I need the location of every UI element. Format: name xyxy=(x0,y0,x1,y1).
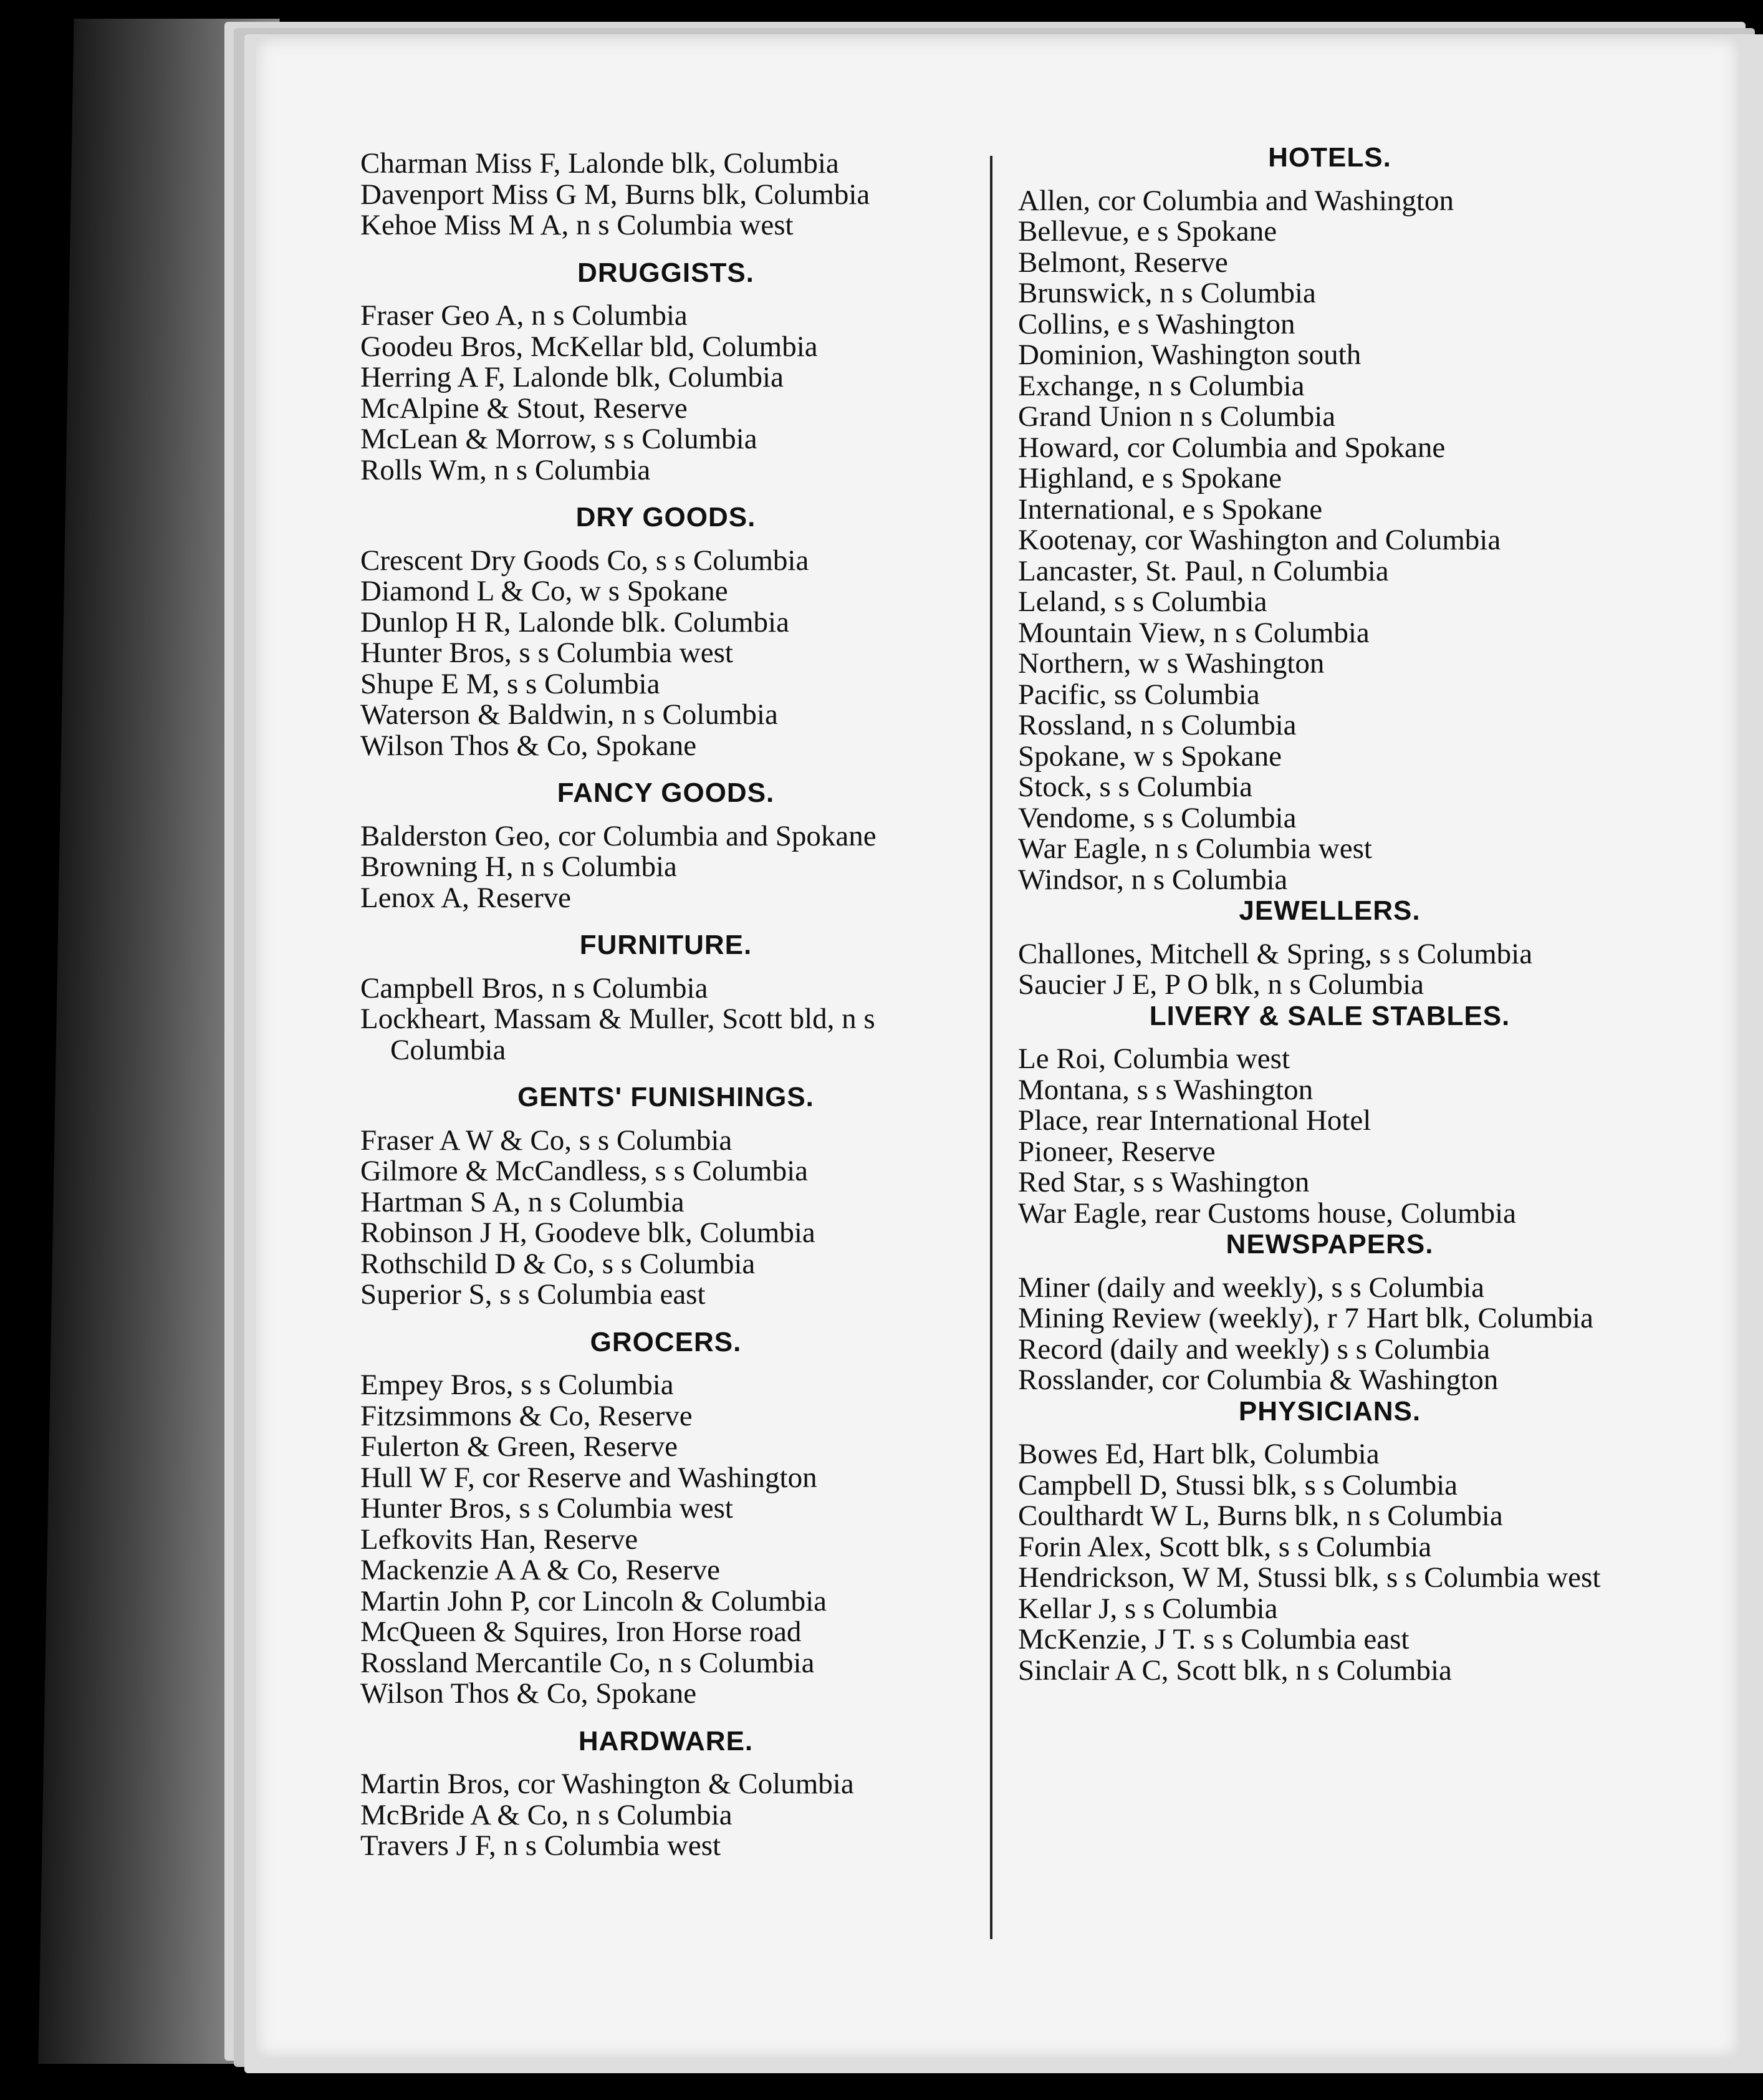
list-item: Grand Union n s Columbia xyxy=(1018,400,1336,433)
right-column xyxy=(1018,142,1641,1686)
list-item: Belmont, Reserve xyxy=(1018,246,1228,279)
list-item: Forin Alex, Scott blk, s s Columbia xyxy=(1018,1530,1432,1563)
list-item: Empey Bros, s s Columbia xyxy=(360,1369,674,1401)
list-item: Mountain View, n s Columbia xyxy=(1018,616,1370,649)
list-item: Rolls Wm, n s Columbia xyxy=(360,453,651,486)
list-item: Browning H, n s Columbia xyxy=(360,850,677,883)
list-item: Goodeu Bros, McKellar bld, Columbia xyxy=(360,330,818,363)
list-item: Spokane, w s Spokane xyxy=(1018,739,1282,773)
section-dry-goods xyxy=(360,502,971,761)
list-item: Vendome, s s Columbia xyxy=(1018,801,1297,834)
list-item: Montana, s s Washington xyxy=(1018,1073,1314,1106)
section-heading: HOTELS. xyxy=(1268,142,1391,173)
list-item: McQueen & Squires, Iron Horse road xyxy=(360,1616,802,1648)
list-item: Stock, s s Columbia xyxy=(1018,771,1253,803)
list-item: Fitzsimmons & Co, Reserve xyxy=(360,1399,693,1432)
list-item: War Eagle, rear Customs house, Columbia xyxy=(1018,1197,1516,1230)
list-item: Martin John P, cor Lincoln & Columbia xyxy=(360,1584,827,1617)
list-item: International, e s Spokane xyxy=(1018,493,1323,526)
list-item: Herring A F, Lalonde blk, Columbia xyxy=(360,361,784,393)
section-heading: GENTS' FUNISHINGS. xyxy=(517,1082,814,1112)
list-item: Hull W F, cor Reserve and Washington xyxy=(360,1461,817,1494)
section-druggists xyxy=(360,258,971,486)
section-heading: FURNITURE. xyxy=(579,930,752,960)
list-item: Kootenay, cor Washington and Columbia xyxy=(1018,524,1501,556)
list-item: Rossland Mercantile Co, n s Columbia xyxy=(360,1646,815,1679)
list-item: Bowes Ed, Hart blk, Columbia xyxy=(1018,1438,1380,1470)
section-heading: HARDWARE. xyxy=(578,1725,754,1756)
list-item: Crescent Dry Goods Co, s s Columbia xyxy=(360,544,809,577)
list-item: Kellar J, s s Columbia xyxy=(1018,1592,1278,1625)
list-item: Bellevue, e s Spokane xyxy=(1018,215,1277,248)
section-hardware xyxy=(360,1726,971,1862)
list-item: Kehoe Miss M A, n s Columbia west xyxy=(360,209,794,241)
list-item: Rosslander, cor Columbia & Washington xyxy=(1018,1364,1499,1396)
list-item: Martin Bros, cor Washington & Columbia xyxy=(360,1768,854,1800)
list-item: Miner (daily and weekly), s s Columbia xyxy=(1018,1271,1484,1304)
list-item: Dunlop H R, Lalonde blk. Columbia xyxy=(360,605,789,638)
list-item: McLean & Morrow, s s Columbia xyxy=(360,423,757,455)
list-item: Hunter Bros, s s Columbia west xyxy=(360,1492,733,1524)
list-item: Highland, e s Spokane xyxy=(1018,462,1282,494)
list-item: Sinclair A C, Scott blk, n s Columbia xyxy=(1018,1654,1452,1687)
list-item: Diamond L & Co, w s Spokane xyxy=(360,575,728,607)
section-heading: FANCY GOODS. xyxy=(557,778,775,808)
list-item: Shupe E M, s s Columbia xyxy=(360,667,660,700)
list-item: Coulthardt W L, Burns blk, n s Columbia xyxy=(1018,1500,1503,1532)
section-heading: DRUGGISTS. xyxy=(577,257,754,288)
section-physicians xyxy=(1018,1396,1641,1687)
list-item: Wilson Thos & Co, Spokane xyxy=(360,1677,697,1710)
list-item: Mackenzie A A & Co, Reserve xyxy=(360,1554,720,1586)
list-item: Pioneer, Reserve xyxy=(1018,1135,1216,1168)
list-item: McBride A & Co, n s Columbia xyxy=(360,1798,733,1831)
list-item: Fulerton & Green, Reserve xyxy=(360,1430,678,1463)
list-item: Red Star, s s Washington xyxy=(1018,1166,1310,1198)
list-item: Campbell Bros, n s Columbia xyxy=(360,971,708,1004)
section-gents-furnishings xyxy=(360,1082,971,1311)
list-item: Gilmore & McCandless, s s Columbia xyxy=(360,1155,809,1187)
list-item: Superior S, s s Columbia east xyxy=(360,1278,706,1311)
section-hotels xyxy=(1018,142,1641,895)
list-item: Record (daily and weekly) s s Columbia xyxy=(1018,1332,1491,1365)
list-item: Fraser Geo A, n s Columbia xyxy=(360,299,688,332)
section-heading: JEWELLERS. xyxy=(1239,895,1421,926)
section-heading: NEWSPAPERS. xyxy=(1226,1229,1434,1260)
list-item: Northern, w s Washington xyxy=(1018,647,1325,680)
section-livery-stables xyxy=(1018,1001,1641,1230)
list-item: Mining Review (weekly), r 7 Hart blk, Columbia xyxy=(1018,1302,1593,1334)
list-item: Hartman S A, n s Columbia xyxy=(360,1185,685,1218)
list-item: Balderston Geo, cor Columbia and Spokane xyxy=(360,819,877,852)
section-heading: DRY GOODS. xyxy=(575,502,756,532)
list-item: Dominion, Washington south xyxy=(1018,339,1362,371)
list-item: Saucier J E, P O blk, n s Columbia xyxy=(1018,968,1424,1001)
section-heading: LIVERY & SALE STABLES. xyxy=(1149,1000,1511,1031)
section-fancy-goods xyxy=(360,778,971,913)
list-item: Waterson & Baldwin, n s Columbia xyxy=(360,698,778,731)
section-grocers xyxy=(360,1327,971,1710)
list-item: Hunter Bros, s s Columbia west xyxy=(360,637,733,669)
section-newspapers xyxy=(1018,1229,1641,1396)
section-jewellers xyxy=(1018,895,1641,1001)
list-item: Davenport Miss G M, Burns blk, Columbia xyxy=(360,178,870,211)
list-item: Rothschild D & Co, s s Columbia xyxy=(360,1247,756,1280)
list-item: Challones, Mitchell & Spring, s s Columbia xyxy=(1018,937,1533,970)
list-item: Place, rear International Hotel xyxy=(1018,1104,1371,1137)
list-item: Rossland, n s Columbia xyxy=(1018,709,1297,741)
list-item: Leland, s s Columbia xyxy=(1018,585,1267,618)
list-item: Lefkovits Han, Reserve xyxy=(360,1523,638,1556)
list-item: Windsor, n s Columbia xyxy=(1018,863,1288,896)
list-item: Lockheart, Massam & Muller, Scott bld, n s Columbia xyxy=(360,1003,875,1066)
list-item: Travers J F, n s Columbia west xyxy=(360,1829,721,1862)
left-column xyxy=(360,148,971,1862)
list-item: War Eagle, n s Columbia west xyxy=(1018,832,1372,865)
list-item: McAlpine & Stout, Reserve xyxy=(360,392,688,425)
list-item: Pacific, ss Columbia xyxy=(1018,678,1260,711)
list-item: Robinson J H, Goodeve blk, Columbia xyxy=(360,1216,815,1249)
intro-entries xyxy=(360,148,971,241)
section-heading: PHYSICIANS. xyxy=(1238,1395,1421,1427)
list-item: Lenox A, Reserve xyxy=(360,881,572,914)
list-item: Allen, cor Columbia and Washington xyxy=(1018,184,1454,217)
list-item: Brunswick, n s Columbia xyxy=(1018,277,1316,309)
list-item: McKenzie, J T. s s Columbia east xyxy=(1018,1623,1410,1655)
list-item: Lancaster, St. Paul, n Columbia xyxy=(1018,554,1389,587)
list-item: Wilson Thos & Co, Spokane xyxy=(360,729,697,762)
list-item: Exchange, n s Columbia xyxy=(1018,369,1305,402)
section-heading: GROCERS. xyxy=(590,1326,742,1357)
list-item: Fraser A W & Co, s s Columbia xyxy=(360,1124,733,1157)
list-item: Hendrickson, W M, Stussi blk, s s Columbia west xyxy=(1018,1561,1601,1594)
list-item: Campbell D, Stussi blk, s s Columbia xyxy=(1018,1468,1458,1501)
list-item: Collins, e s Washington xyxy=(1018,307,1295,340)
list-item: Le Roi, Columbia west xyxy=(1018,1043,1290,1075)
section-furniture xyxy=(360,930,971,1066)
list-item: Howard, cor Columbia and Spokane xyxy=(1018,431,1446,464)
list-item: Charman Miss F, Lalonde blk, Columbia xyxy=(360,147,839,180)
column-divider xyxy=(990,156,992,1939)
